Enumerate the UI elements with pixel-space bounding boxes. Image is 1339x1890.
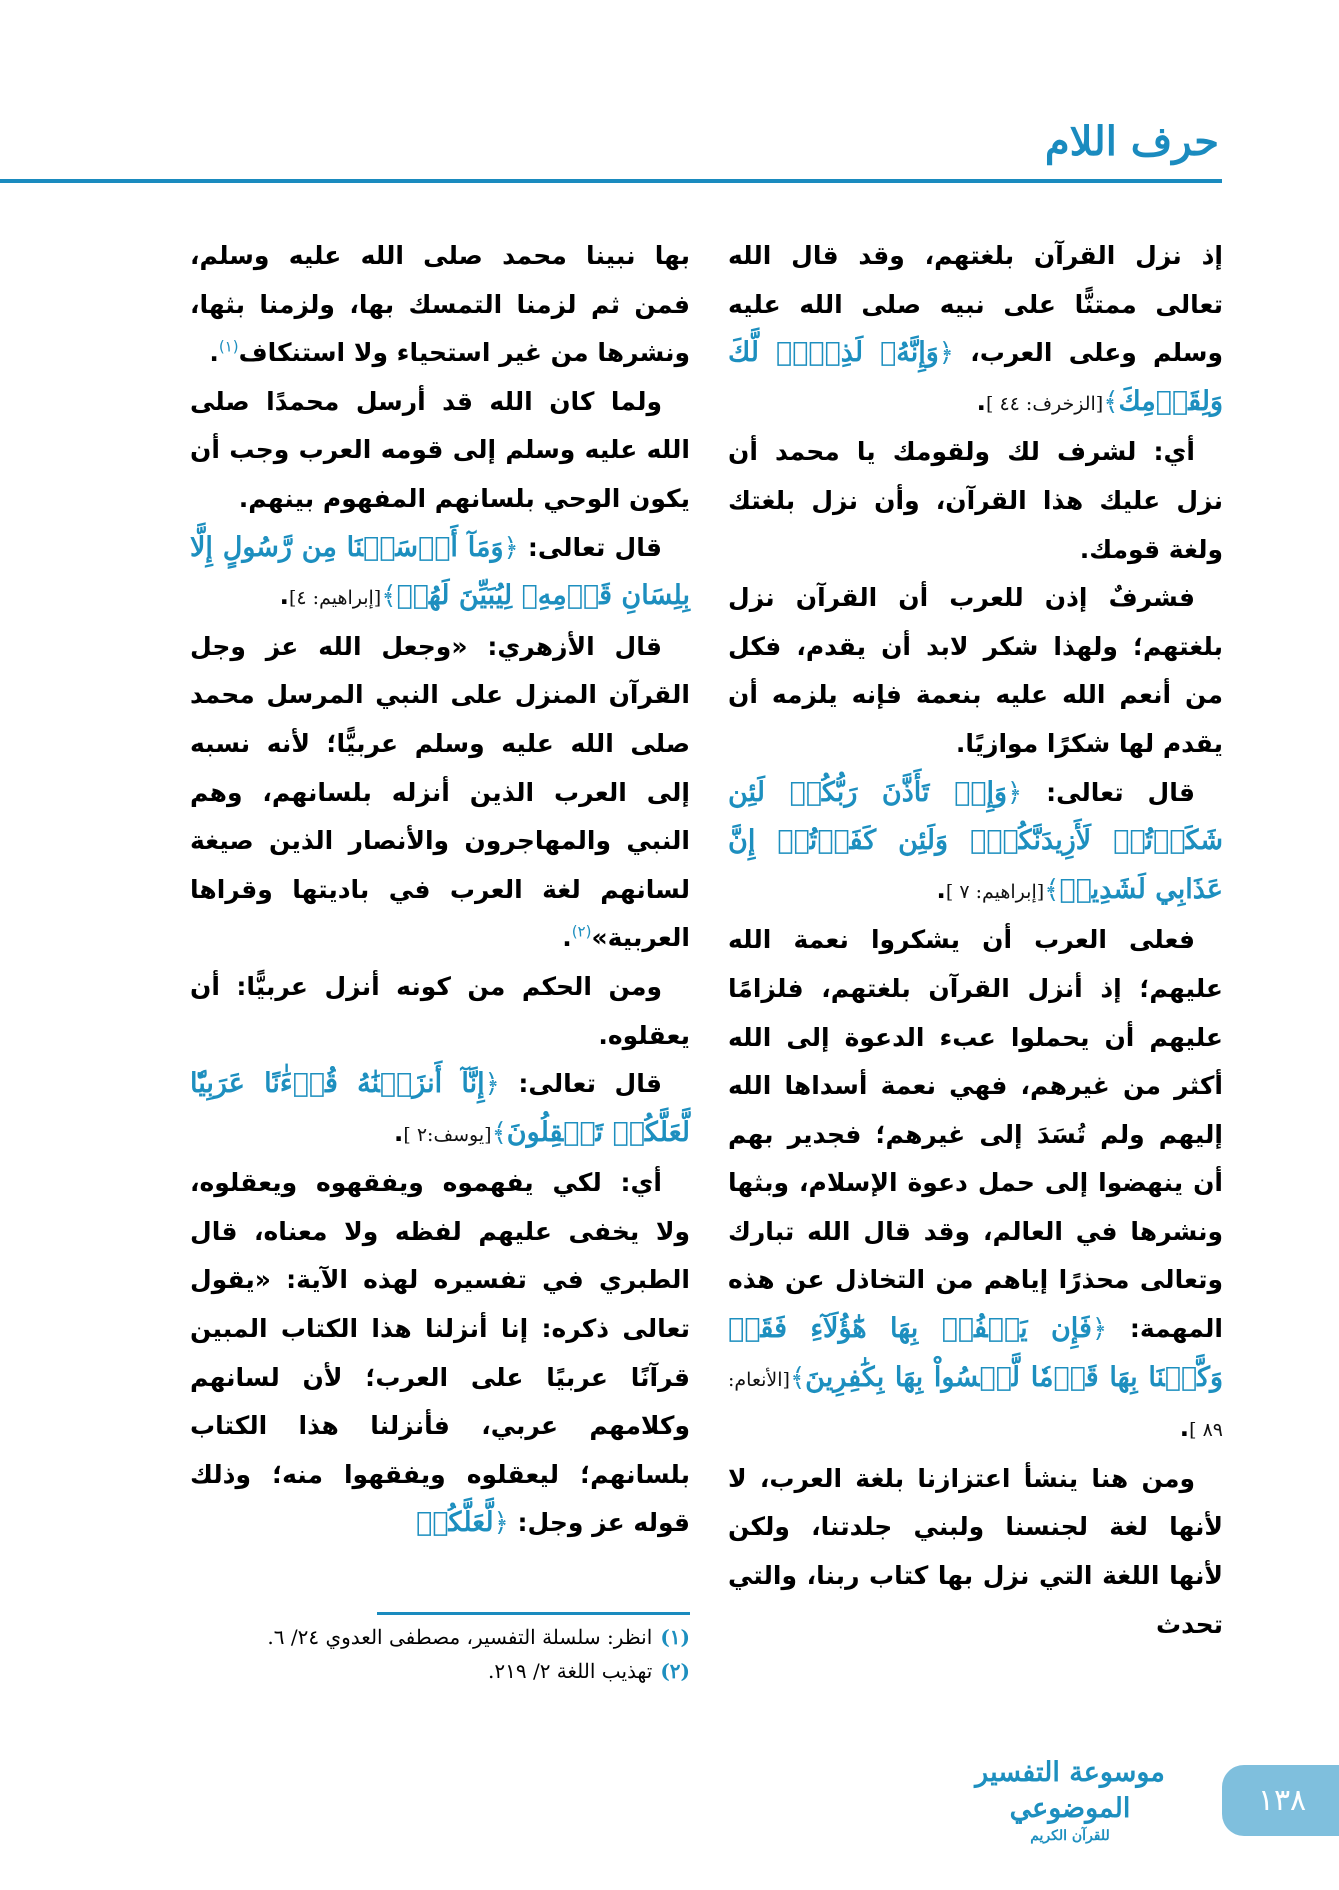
footnote-2 <box>190 1654 690 1688</box>
quran-open-ornament-icon: ﴿ <box>493 1508 509 1539</box>
footnotes <box>190 1620 690 1688</box>
footnote-1 <box>190 1620 690 1654</box>
page-number: ١٣٨ <box>1257 1783 1307 1818</box>
quran-close-ornament-icon: ﴾ <box>381 581 397 612</box>
quran-open-ornament-icon: ﴿ <box>938 338 955 369</box>
period: . <box>209 338 219 368</box>
paragraph <box>190 232 690 378</box>
footnote-reference-1[interactable]: (١) <box>218 337 239 356</box>
quran-open-ornament-icon: ﴿ <box>1091 1314 1108 1345</box>
left-column <box>190 232 690 1548</box>
quran-close-ornament-icon: ﴾ <box>1103 386 1119 417</box>
paragraph: ولما كان الله قد أرسل محمدًا صلى الله عليه وسلم إلى قومه العرب وجب أن يكون الوحي بلسانهم المفهوم بينهم. <box>190 386 690 513</box>
paragraph-text: قال تعالى: <box>499 1069 663 1099</box>
footnote-number: (١) <box>660 1625 690 1649</box>
verse-reference: [الزخرف: ٤٤ ] <box>986 392 1104 415</box>
book-logo <box>935 1755 1205 1845</box>
period: . <box>936 874 946 904</box>
footnote-number: (٢) <box>660 1659 690 1683</box>
footnote-reference-2[interactable]: (٢) <box>571 922 592 941</box>
period: . <box>562 923 572 953</box>
quran-verse: وَمَآ أَرۡسَلۡنَا مِن رَّسُولٍ إِلَّا بِلِسَانِ قَوۡمِهِۦ لِيُبَيِّنَ لَهُمۡ <box>190 531 690 612</box>
paragraph: ومن الحكم من كونه أنزل عربيًّا: أن يعقلوه. <box>190 971 690 1050</box>
quran-open-ornament-icon: ﴿ <box>503 532 519 563</box>
paragraph: أي: لشرف لك ولقومك يا محمد أن نزل عليك هذا القرآن، وأن نزل بلغتك ولغة قومك. <box>728 437 1223 564</box>
chapter-title: حرف اللام <box>1044 118 1219 165</box>
paragraph <box>190 524 690 623</box>
paragraph-text: بها نبينا محمد صلى الله عليه وسلم، فمن ثم لزمنا التمسك بها، ولزمنا بثها، ونشرها من غير استحياء ولا استنكاف <box>190 241 690 368</box>
logo-line-2: للقرآن الكريم <box>1030 1828 1110 1844</box>
paragraph-text: قال تعالى: <box>518 532 663 562</box>
verse-reference: [إبراهيم: ٤] <box>288 587 382 610</box>
quran-close-ornament-icon: ﴾ <box>1044 874 1060 905</box>
right-column <box>728 232 1223 1649</box>
page-number-badge <box>1222 1765 1339 1836</box>
quran-close-ornament-icon: ﴾ <box>789 1362 806 1393</box>
verse-reference: [يوسف:٢ ] <box>403 1123 492 1146</box>
quran-verse: إِنَّآ أَنزَلۡنَٰهُ قُرۡءَٰنًا عَرَبِيّٗا لَّعَلَّكُمۡ تَعۡقِلُونَ <box>190 1068 690 1148</box>
paragraph <box>190 1060 690 1159</box>
footnote-text: تهذيب اللغة ٢/ ٢١٩. <box>488 1659 653 1683</box>
paragraph-text: قال الأزهري: «وجعل الله عز وجل القرآن المنزل على النبي المرسل محمد صلى الله عليه وسلم عربيًّا؛ لأنه نسبه إلى العرب الذين أنزله بلسانهم، وهم النبي والمهاجرون والأنصار الذين صيغة لسانهم لغة العرب في باديتها وقراها العربية» <box>190 631 690 953</box>
paragraph-text: قال تعالى: <box>1022 777 1195 807</box>
quran-open-ornament-icon: ﴿ <box>1007 777 1023 808</box>
quran-open-ornament-icon: ﴿ <box>484 1069 500 1100</box>
footnote-separator <box>377 1612 690 1615</box>
quran-verse: لَّعَلَّكُمۡ <box>416 1507 494 1539</box>
paragraph-text: إذ نزل القرآن بلغتهم، وقد قال الله تعالى ممتنًّا على نبيه صلى الله عليه وسلم وعلى العرب، <box>728 241 1223 368</box>
verse-reference: [إبراهيم: ٧ ] <box>945 880 1045 903</box>
paragraph <box>190 623 690 963</box>
paragraph-text: أي: لكي يفهموه ويفقهوه ويعقلوه، ولا يخفى عليهم لفظه ولا معناه، قال الطبري في تفسيره لهذه الآية: «يقول تعالى ذكره: إنا أنزلنا هذا الكتاب المبين قرآنًا عربيًا على العرب؛ لأن لسانهم وكلامهم عربي، فأنزلنا هذا الكتاب بلسانهم؛ ليعقلوه ويفقهوا منه؛ وذلك قوله عز وجل: <box>190 1168 690 1538</box>
paragraph: ومن هنا ينشأ اعتزازنا بلغة العرب، لا لأنها لغة لجنسنا ولبني جلدتنا، ولكن لأنها اللغة التي نزل بها كتاب ربنا، والتي تحدث <box>728 1463 1223 1639</box>
quran-verse: وَإِذۡ تَأَذَّنَ رَبُّكُمۡ لَئِن شَكَرۡتُمۡ لَأَزِيدَنَّكُمۡۖ وَلَئِن كَفَرۡتُمۡ إِنَّ عَذَابِي لَشَدِيدٞ <box>728 776 1223 905</box>
paragraph <box>728 232 1223 428</box>
paragraph <box>190 1159 690 1548</box>
paragraph-text: فعلى العرب أن يشكروا نعمة الله عليهم؛ إذ أنزل القرآن بلغتهم، فلزامًا عليهم أن يحملوا عبء الدعوة إلى الله أكثر من غيرهم، فهي نعمة أسداها الله إليهم ولم تُسَدَ إلى غيرهم؛ فجدير بهم أن ينهضوا إلى حمل دعوة الإسلام، وبثها ونشرها في العالم، وقد قال الله تبارك وتعالى محذرًا إياهم من التخاذل عن هذه المهمة: <box>728 925 1224 1344</box>
footnote-text: انظر: سلسلة التفسير، مصطفى العدوي ٢٤/ ٦. <box>267 1625 653 1649</box>
period: . <box>976 386 986 416</box>
quran-verse: فَإِن يَكۡفُرۡ بِهَا هَٰٓؤُلَآءِ فَقَدۡ وَكَّلۡنَا بِهَا قَوۡمٗا لَّيۡسُواْ بِهَا بِكَٰفِرِينَ <box>728 1313 1223 1393</box>
paragraph <box>728 916 1223 1455</box>
period: . <box>279 581 289 611</box>
quran-close-ornament-icon: ﴾ <box>491 1117 507 1148</box>
logo-line-1: موسوعة التفسير الموضوعي <box>975 1757 1165 1824</box>
header-rule <box>0 179 1222 183</box>
paragraph <box>728 769 1223 917</box>
quran-verse: وَإِنَّهُۥ لَذِكۡرٞ لَّكَ وَلِقَوۡمِكَ <box>728 337 1223 417</box>
verse-reference: [الأنعام: ٨٩ ] <box>728 1368 1223 1442</box>
paragraph: فشرفٌ إذن للعرب أن القرآن نزل بلغتهم؛ ولهذا شكر لابد أن يقدم، فكل من أنعم الله عليه بنعمة فإنه يلزمه أن يقدم لها شكرًا موازيًا. <box>728 583 1223 758</box>
period: . <box>1179 1413 1190 1443</box>
period: . <box>393 1117 404 1147</box>
